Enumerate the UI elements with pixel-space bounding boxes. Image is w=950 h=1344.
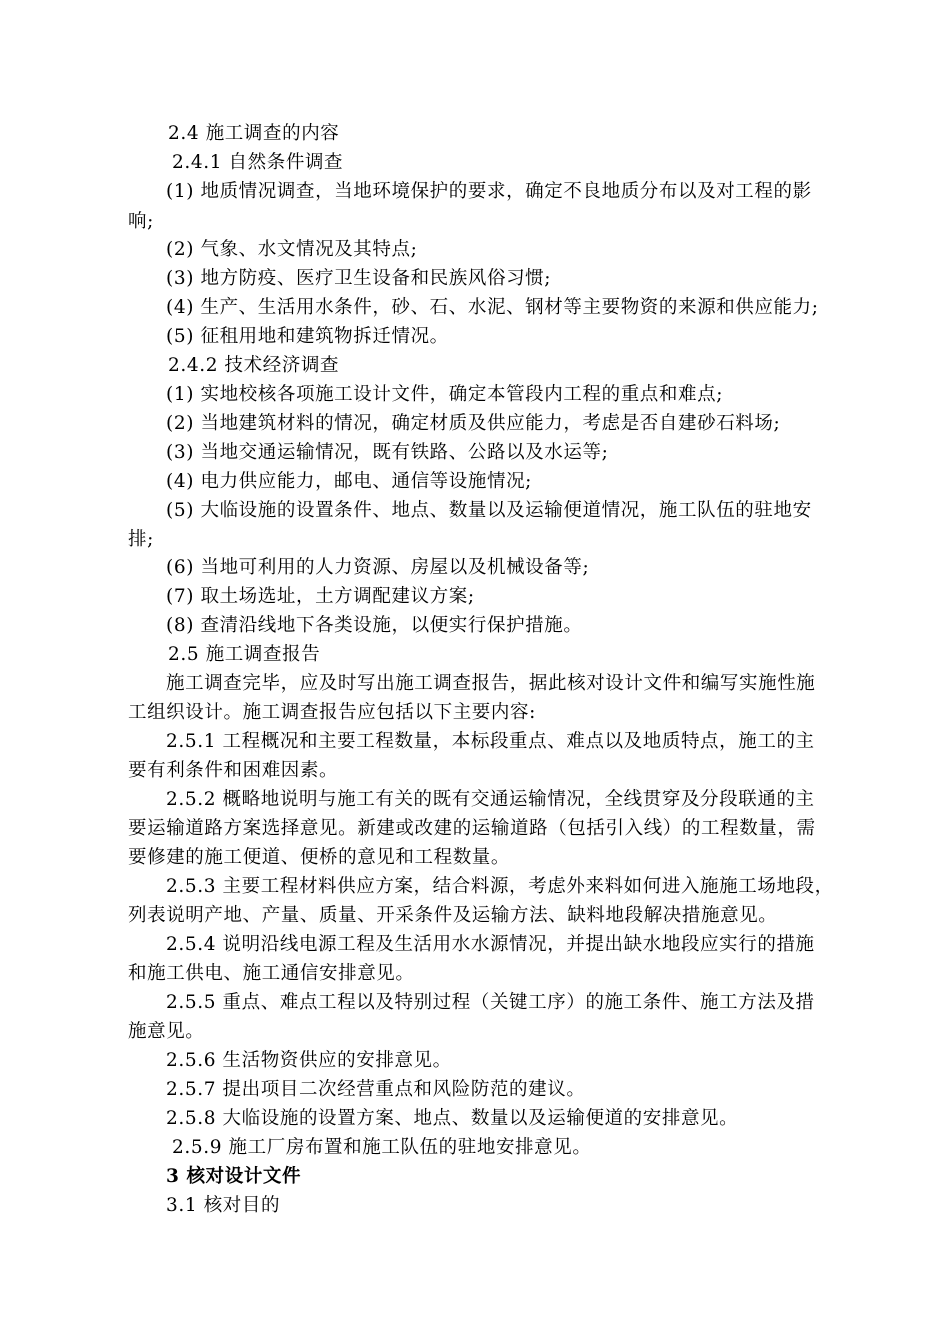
paragraph-line: 2.5.2 概略地说明与施工有关的既有交通运输情况，全线贯穿及分段联通的主 [166,789,815,810]
heading-2-4-1: 2.4.1 自然条件调查 [172,152,344,173]
paragraph-line: 和施工供电、施工通信安排意见。 [128,963,415,984]
list-item: (1) 地质情况调查，当地环境保护的要求，确定不良地质分布以及对工程的影 [166,181,812,202]
list-item: (5) 征租用地和建筑物拆迁情况。 [166,326,449,347]
heading-2-4-2: 2.4.2 技术经济调查 [168,355,340,376]
paragraph-line: 施意见。 [128,1021,205,1042]
list-item: (2) 气象、水文情况及其特点; [166,239,418,260]
paragraph-line: 要运输道路方案选择意见。新建或改建的运输道路（包括引入线）的工程数量，需 [128,818,816,839]
list-item-continuation: 排; [128,529,154,550]
list-item: (3) 地方防疫、医疗卫生设备和民族风俗习惯; [166,268,552,289]
paragraph-line: 2.5.4 说明沿线电源工程及生活用水水源情况，并提出缺水地段应实行的措施 [166,934,815,955]
paragraph-line: 2.5.5 重点、难点工程以及特别过程（关键工序）的施工条件、施工方法及措 [166,992,815,1013]
paragraph-line: 2.5.7 提出项目二次经营重点和风险防范的建议。 [166,1079,586,1100]
list-item-continuation: 响; [128,211,154,232]
heading-2-5: 2.5 施工调查报告 [168,644,321,665]
section-heading-3: 3 核对设计文件 [166,1166,302,1187]
list-item: (1) 实地校核各项施工设计文件，确定本管段内工程的重点和难点; [166,384,724,405]
paragraph-line: 施工调查完毕，应及时写出施工调查报告，据此核对设计文件和编写实施性施 [166,673,816,694]
list-item: (4) 生产、生活用水条件，砂、石、水泥、钢材等主要物资的来源和供应能力; [166,297,819,318]
paragraph-line: 2.5.3 主要工程材料供应方案，结合料源，考虑外来料如何进入施施工场地段， [166,876,834,897]
paragraph-line: 要修建的施工便道、便桥的意见和工程数量。 [128,847,511,868]
paragraph-line: 列表说明产地、产量、质量、开采条件及运输方法、缺料地段解决措施意见。 [128,905,778,926]
list-item: (2) 当地建筑材料的情况，确定材质及供应能力，考虑是否自建砂石料场; [166,413,781,434]
list-item: (3) 当地交通运输情况，既有铁路、公路以及水运等; [166,442,609,463]
heading-3-1: 3.1 核对目的 [166,1195,281,1216]
list-item: (8) 查清沿线地下各类设施，以便实行保护措施。 [166,615,583,636]
heading-2-4: 2.4 施工调查的内容 [168,123,340,144]
paragraph-line: 2.5.9 施工厂房布置和施工队伍的驻地安排意见。 [172,1137,592,1158]
list-item: (7) 取土场选址，土方调配建议方案; [166,586,475,607]
paragraph-line: 要有利条件和困难因素。 [128,760,339,781]
paragraph-line: 2.5.6 生活物资供应的安排意见。 [166,1050,452,1071]
list-item: (6) 当地可利用的人力资源、房屋以及机械设备等; [166,557,590,578]
paragraph-line: 2.5.8 大临设施的设置方案、地点、数量以及运输便道的安排意见。 [166,1108,739,1129]
paragraph-line: 2.5.1 工程概况和主要工程数量，本标段重点、难点以及地质特点，施工的主 [166,731,815,752]
list-item: (4) 电力供应能力，邮电、通信等设施情况; [166,471,533,492]
list-item: (5) 大临设施的设置条件、地点、数量以及运输便道情况，施工队伍的驻地安 [166,500,812,521]
paragraph-line: 工组织设计。施工调查报告应包括以下主要内容: [128,702,536,723]
